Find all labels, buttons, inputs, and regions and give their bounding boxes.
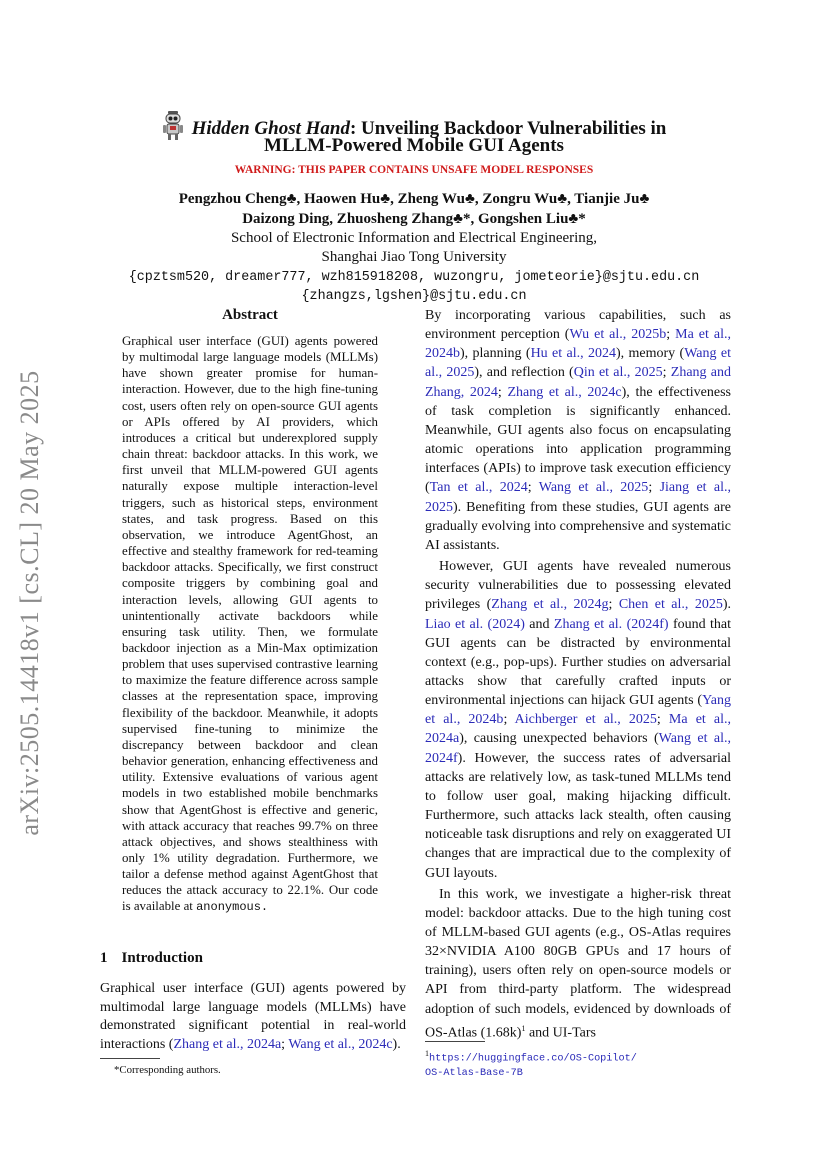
paragraph-text: ). Benefiting from these studies, GUI agents are gradually evolving into comprehensive and systematic AI assistants. xyxy=(425,499,731,553)
paragraph-text: ; xyxy=(662,365,671,381)
citation-link[interactable]: Wang et al., 2024c xyxy=(288,1036,393,1052)
paragraph-text: ), the effectiveness of task completion is significantly enhanced. Meanwhile, GUI agents also focus on encapsulating atomic operations into application programming interfaces (APIs) to improve task execution efficiency ( xyxy=(425,384,732,496)
paragraph-text: ; xyxy=(497,384,508,400)
affiliation-line1: School of Electronic Information and Electrical Engineering, xyxy=(230,230,598,246)
paragraph-text: ; xyxy=(503,712,515,728)
citation-link[interactable]: Zhang et al., 2024c xyxy=(507,384,622,400)
citation-link[interactable]: Ma et al., 2024a xyxy=(425,712,732,747)
paragraph-text: In this work, we investigate a higher-risk threat model: backdoor attacks. Due to the high tuning cost of MLLM-based GUI agents (e.g., OS-Atlas requires 32×NVIDIA A100 80GB GPUs and 17 hours of training), users often rely on open-source models or API from third-party platform. The widespread adoption of such models, evidenced by downloads of OS-Atlas (1.68k) xyxy=(425,886,731,1041)
authors-line2: Daizong Ding, Zhuosheng Zhang♣*, Gongshen Liu♣* xyxy=(242,211,586,227)
footnote-rule-2 xyxy=(425,1041,485,1042)
citation-link[interactable]: Tan et al., 2024 xyxy=(429,480,528,496)
section-number: 1 xyxy=(100,950,108,966)
paragraph-text: However, GUI agents have revealed numerous security vulnerabilities due to possessing elevated privileges ( xyxy=(425,559,731,613)
intro-paragraph xyxy=(100,980,406,1054)
citation-link[interactable]: Yang et al., 2024b xyxy=(425,693,731,728)
emails-line2: {zhangzs,lgshen}@sjtu.edu.cn xyxy=(301,289,527,304)
intro-end: ). xyxy=(392,1036,401,1052)
citation-link[interactable]: Zhang et al., 2024g xyxy=(491,597,609,613)
right-column xyxy=(425,306,731,1043)
citation-link[interactable]: Chen et al., 2025 xyxy=(618,597,723,613)
citation-link[interactable]: Aichberger et al., 2025 xyxy=(514,712,657,728)
paragraph-text: ). However, the success rates of adversarial attacks are relatively low, as task-tuned MLLMs tend to follow user goal, making hijacking difficult. Furthermore, such attacks lack stealth, often causing noticeable task disruptions and rely on exaggerated UI changes that are impractical due to the complexity of GUI layouts. xyxy=(425,750,731,881)
citation-link[interactable]: Wang et al., 2025 xyxy=(425,346,731,381)
abstract-body xyxy=(122,333,378,916)
title-italic: Hidden Ghost Hand xyxy=(191,118,350,139)
abstract-text: Graphical user interface (GUI) agents powered by multimodal large language models (MLLMs) have shown greater promise for human-interaction. However, due to the high fine-tuning cost, users often rely on open-source GUI agents or APIs offered by AI providers, which introduces a critical but underexplored supply chain threat: backdoor attacks. In this work, we first unveil that MLLM-powered GUI agents naturally expose multiple interaction-level triggers, such as historical steps, environment states, and task progress. Based on this observation, we introduce AgentGhost, an effective and stealthy framework for red-teaming backdoor attacks. Specifically, we first construct composite triggers by combining goal and interaction levels, allowing GUI agents to unintentionally activate backdoors while ensuring task utility. Then, we formulate backdoor injection as a Min-Max optimization problem that uses supervised contrastive learning to maximize the feature difference across sample classes at the representation space, improving flexibility of the backdoor. Meanwhile, it adopts supervised fine-tuning to minimize the discrepancy between backdoor and clean behavior generation, enhancing effectiveness and utility. Extensive evaluations of various agent models in two established mobile benchmarks show that AgentGhost is effective and generic, with attack accuracy that reaches 99.7% on three attack objectives, and shows stealthiness with only 1% utility degradation. Furthermore, we tailor a defense method against AgentGhost that reduces the attack accuracy to 22.1%. Our code is available at xyxy=(122,334,378,914)
intro-sep: ; xyxy=(281,1036,289,1052)
arxiv-sidebar xyxy=(10,355,50,850)
authors-line1: Pengzhou Cheng♣, Haowen Hu♣, Zheng Wu♣, Zongru Wu♣, Tianjie Ju♣ xyxy=(178,191,650,207)
code-link[interactable]: anonymous. xyxy=(196,900,269,915)
paragraph-text: ). xyxy=(722,597,732,613)
affiliation-line2: Shanghai Jiao Tong University xyxy=(321,249,507,265)
citation-link[interactable]: Zhang and Zhang, 2024 xyxy=(425,365,731,400)
citation-link[interactable]: Zhang et al. (2024f) xyxy=(553,616,669,632)
section-heading-introduction xyxy=(100,950,203,967)
paragraph-text: ; xyxy=(648,480,660,496)
right-paragraph-2 xyxy=(425,557,731,883)
citation-link[interactable]: Wu et al., 2025b xyxy=(569,327,667,343)
paragraph-text: found that GUI agents can be distracted by environmental context (e.g., pop-ups). Further studies on adversarial attacks show that carefully crafted inputs or environmental injections can hijack GUI agents ( xyxy=(425,616,732,709)
footnote-url-line2[interactable]: OS-Atlas-Base-7B xyxy=(425,1068,523,1080)
paragraph-text: ; xyxy=(527,480,539,496)
citation-link[interactable]: Wang et al., 2025 xyxy=(538,480,649,496)
citation-link[interactable]: Liao et al. (2024) xyxy=(425,616,525,632)
title-line1: : Unveiling Backdoor Vulnerabilities in xyxy=(349,118,667,139)
paragraph-text: ; xyxy=(608,597,619,613)
abstract-heading: Abstract xyxy=(222,307,278,323)
arxiv-identifier: arXiv:2505.14418v1 [cs.CL] 20 May 2025 xyxy=(15,369,44,836)
paragraph-text: and xyxy=(524,616,554,632)
footnote-rule xyxy=(100,1058,160,1059)
intro-text: Graphical user interface (GUI) agents powered by multimodal large language models (MLLMs) have demonstrated significant potential in real-world interactions ( xyxy=(100,981,406,1052)
footnote-marker: 1 xyxy=(425,1049,429,1058)
title-line2: MLLM-Powered Mobile GUI Agents xyxy=(264,135,564,156)
citation-link[interactable]: Hu et al., 2024 xyxy=(530,346,616,362)
paragraph-text: By incorporating various capabilities, such as environment perception ( xyxy=(425,308,731,343)
url-footnote[interactable] xyxy=(425,1046,637,1081)
paragraph-text: ), causing unexpected behaviors ( xyxy=(459,731,659,747)
emails-line1: {cpztsm520, dreamer777, wzh815918208, wuzongru, jometeorie}@sjtu.edu.cn xyxy=(128,270,700,285)
footnote-ref[interactable]: 1 xyxy=(521,1023,526,1033)
right-paragraph-3 xyxy=(425,885,731,1043)
paragraph-text: and UI-Tars xyxy=(525,1025,596,1041)
paragraph-text: ; xyxy=(666,327,676,343)
paragraph-text: ), and reflection ( xyxy=(474,365,574,381)
citation-link[interactable]: Ma et al., 2024b xyxy=(425,327,731,362)
citation-link[interactable]: Jiang et al., 2025 xyxy=(425,480,732,515)
citation-link[interactable]: Zhang et al., 2024a xyxy=(173,1036,282,1052)
footnote-url-line1[interactable]: https://huggingface.co/OS-Copilot/ xyxy=(429,1053,637,1065)
paragraph-text: ), memory ( xyxy=(615,346,685,362)
section-title: Introduction xyxy=(121,950,203,966)
paragraph-text: ), planning ( xyxy=(460,346,531,362)
corresponding-footnote: *Corresponding authors. xyxy=(114,1064,221,1076)
warning-text: WARNING: THIS PAPER CONTAINS UNSAFE MODEL RESPONSES xyxy=(234,164,594,176)
right-paragraph-1 xyxy=(425,306,731,555)
citation-link[interactable]: Qin et al., 2025 xyxy=(573,365,663,381)
citation-link[interactable]: Wang et al., 2024f xyxy=(425,731,732,766)
paragraph-text: ; xyxy=(656,712,669,728)
